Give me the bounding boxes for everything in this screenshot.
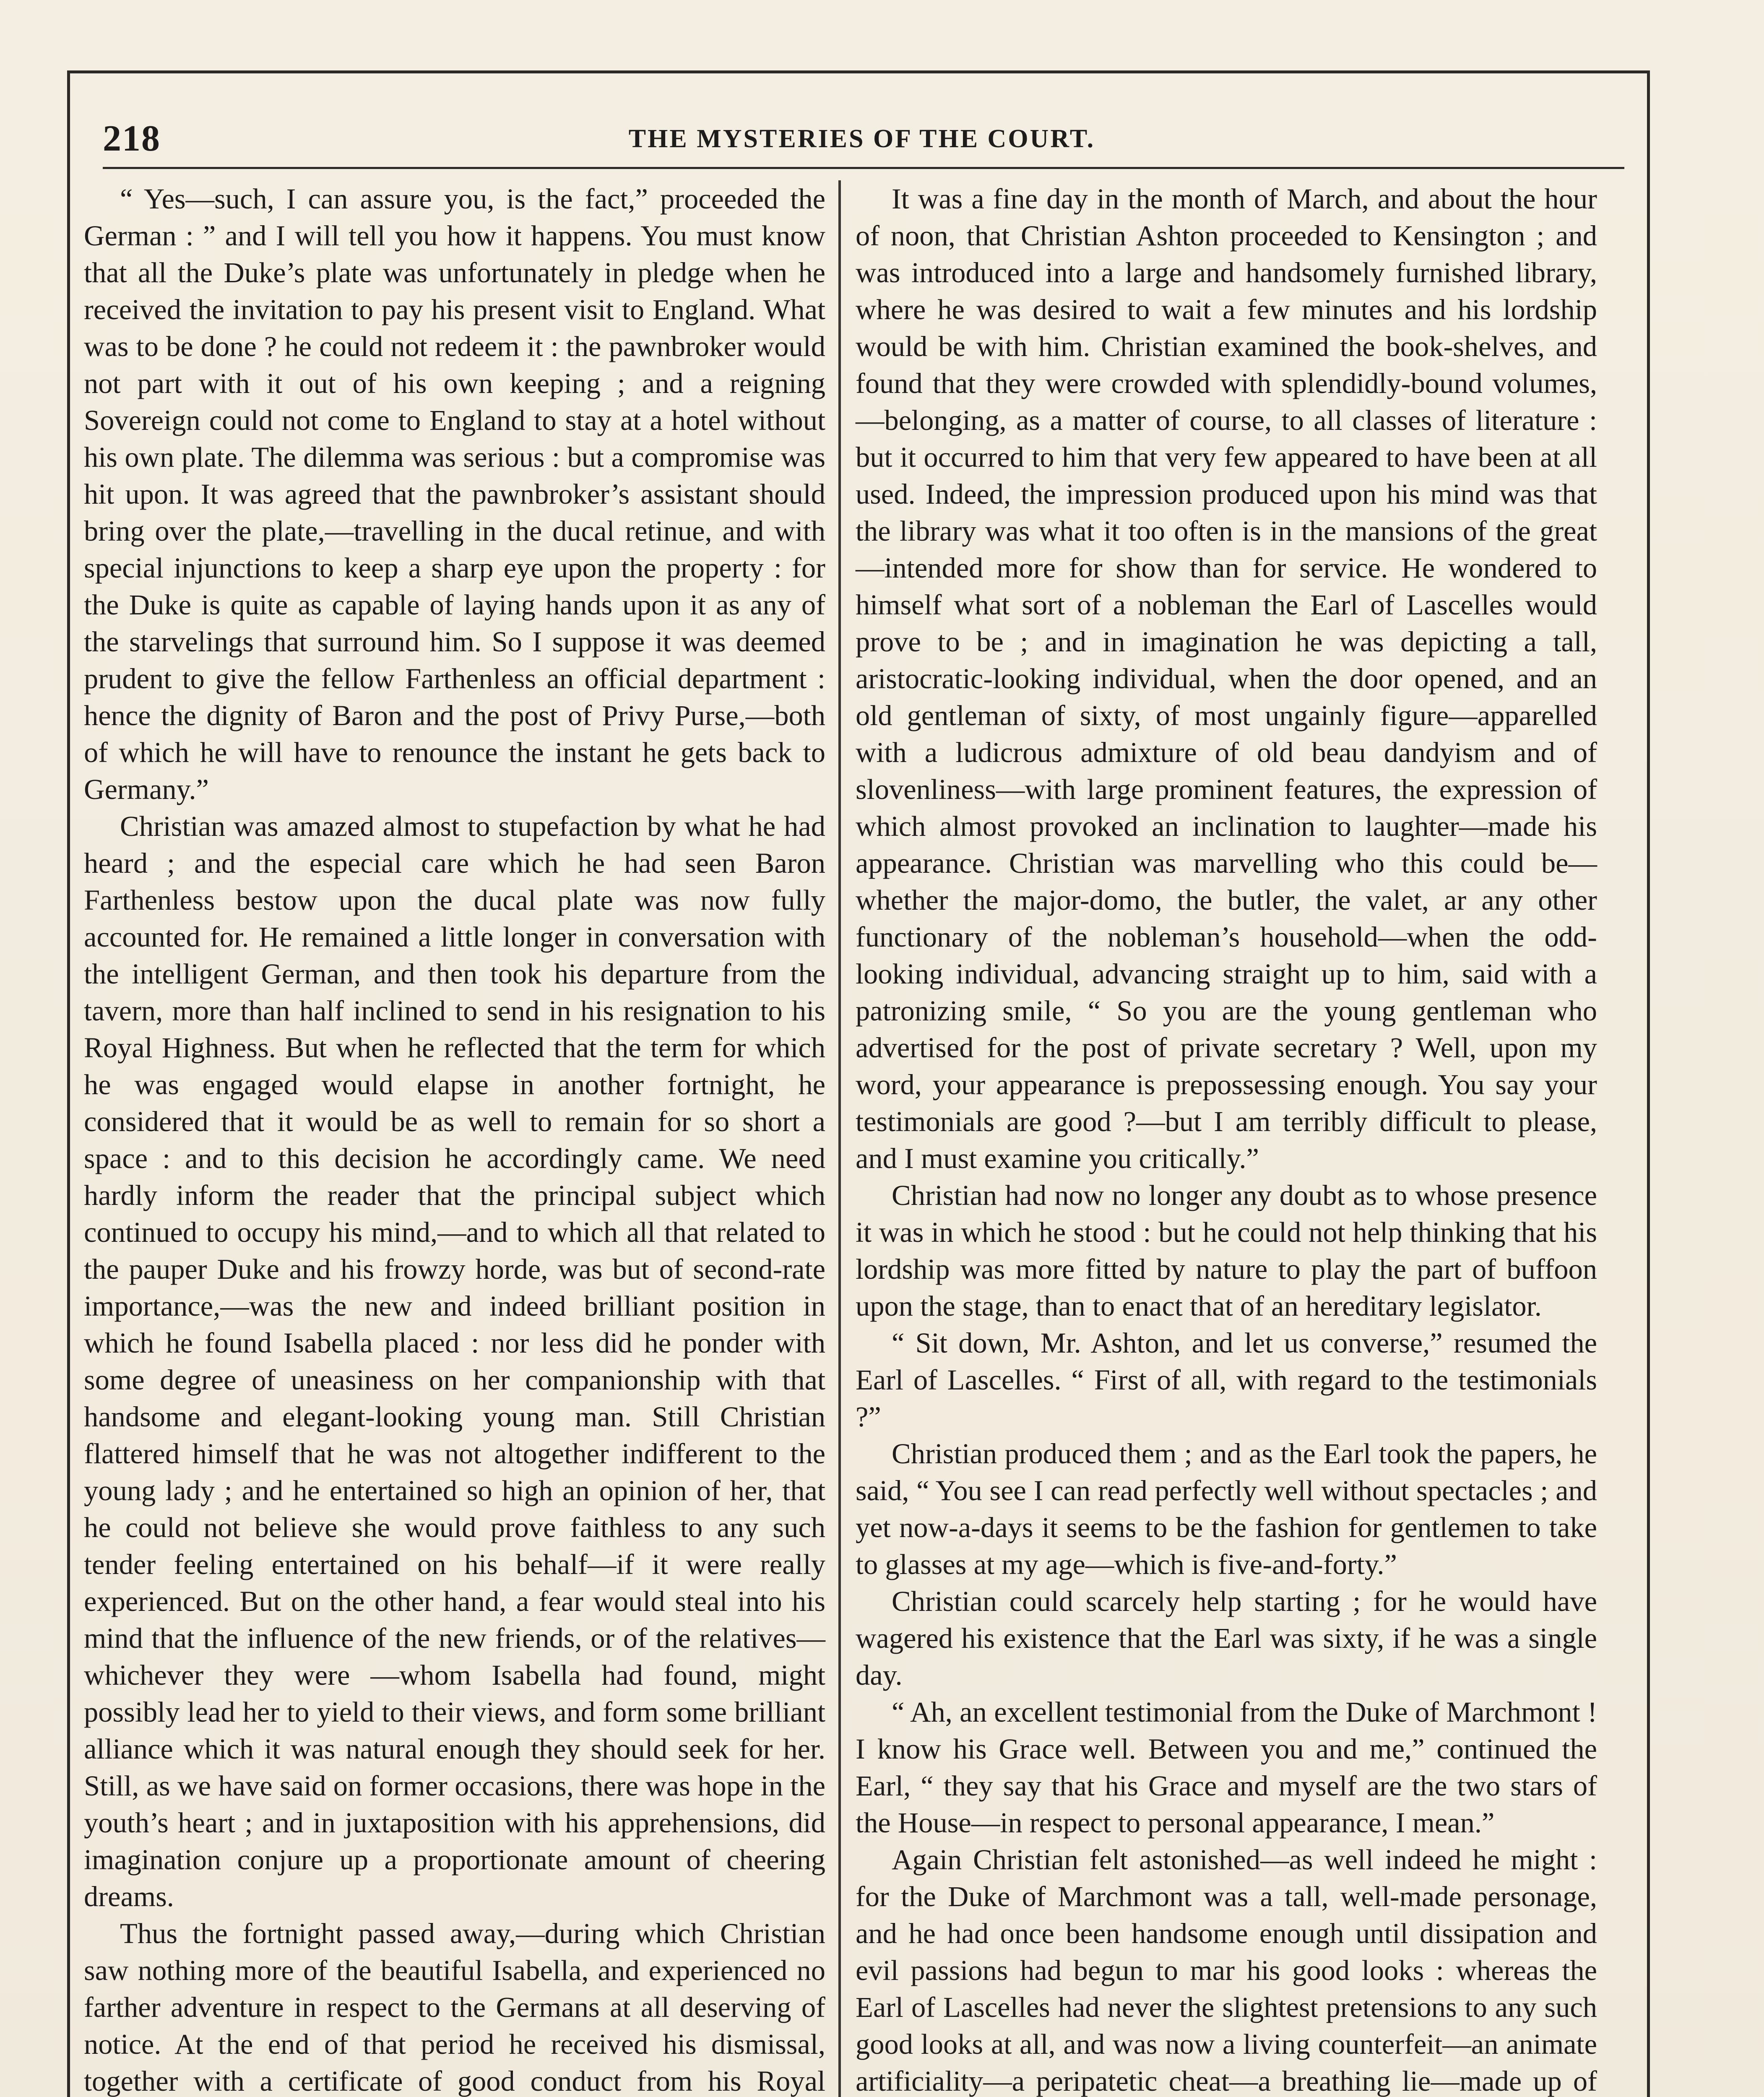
paragraph: “ Ah, an excellent testimonial from the Duke of Marchmont ! I know his Grace well. Between you and me,” continued the Earl, “ they say that his Grace and myself are the two stars of the House—in respect to personal appearance, I mean.”	[856, 1696, 1597, 1839]
running-head: THE MYSTERIES OF THE COURT.	[628, 125, 1095, 153]
paragraph: It was a fine day in the month of March, and about the hour of noon, that Christian Ashton proceeded to Kensington ; and was introduced into a large and handsomely furnished library, where he was desired to wait a few minutes and his lordship would be with him. Christian examined the book-shelves, and found that they were crowded with splendidly-bound volumes,—belonging, as a matter of course, to all classes of literature : but it occurred to him that very few appeared to have been at all used. Indeed, the impression produced upon his mind was that the library was what it too often is in the mansions of the great —intended more for show than for service. He wondered to himself what sort of a nobleman the Earl of Lascelles would prove to be ; and in imagination he was depicting a tall, aristocratic-looking individual, when the door opened, and an old gentleman of sixty, of most ungainly figure—apparelled with a ludicrous admixture of old beau dandyism and of slovenliness—with large prominent features, the expression of which almost provoked an inclination to laughter—made his appearance. Christian was marvelling who this could be—whether the major-domo, the butler, the valet, ar any other functionary of the nobleman’s household—when the odd-looking individual, advancing straight up to him, said with a patronizing smile, “ So you are the young gentleman who advertised for the post of private secretary ? Well, upon my word, your appearance is prepossessing enough. You say your testimonials are good ?—but I am terribly difficult to please, and I must examine you critically.”	[856, 183, 1597, 1174]
paragraph: Christian produced them ; and as the Earl took the papers, he said, “ You see I can read perfectly well without spectacles ; and yet now-a-days it seems to be the fashion for gentlemen to take to glasses at my age—which is five-and-forty.”	[856, 1438, 1597, 1580]
column-divider	[838, 180, 841, 2097]
paragraph: Christian had now no longer any doubt as to whose presence it was in which he stood : but he could not help thinking that his lordship was more fitted by nature to play the part of buffoon upon the stage, than to enact that of an hereditary legislator.	[856, 1179, 1597, 1322]
paragraph: Thus the fortnight passed away,—during which Christian saw nothing more of the beautiful Isabella, and experienced no farther adventure in respect to the Germans at all deserving of notice. At the end of that period he received his dismissal, together with a certificate of good conduct from his Royal	[84, 1917, 825, 2097]
page-number: 218	[103, 118, 161, 159]
page-header	[103, 113, 1621, 164]
left-column	[84, 180, 825, 2097]
paragraph: “ Yes—such, I can assure you, is the fact,” proceeded the German : ” and I will tell you how it happens. You must know that all the Duke’s plate was unfortunately in pledge when he received the invitation to pay his present visit to England. What was to be done ? he could not redeem it : the pawnbroker would not part with it out of his own keeping ; and a reigning Sovereign could not come to England to stay at a hotel without his own plate. The dilemma was serious : but a compromise was hit upon. It was agreed that the pawnbroker’s assistant should bring over the plate,—travelling in the ducal retinue, and with special injunctions to keep a sharp eye upon the property : for the Duke is quite as capable of laying hands upon it as any of the starvelings that surround him. So I suppose it was deemed prudent to give the fellow Farthenless an official department : hence the dignity of Baron and the post of Privy Purse,—both of which he will have to renounce the instant he gets back to Germany.”	[84, 183, 825, 805]
paragraph: “ Sit down, Mr. Ashton, and let us converse,” resumed the Earl of Lascelles. “ First of all, with regard to the testimonials ?”	[856, 1327, 1597, 1433]
header-rule	[103, 167, 1624, 169]
paragraph: Christian could scarcely help starting ; for he would have wagered his existence that the Earl was sixty, if he was a single day.	[856, 1585, 1597, 1691]
right-column	[856, 180, 1597, 2097]
paragraph: Christian was amazed almost to stupefaction by what he had heard ; and the especial care which he had seen Baron Farthenless bestow upon the ducal plate was now fully accounted for. He remained a little longer in conversation with the intelligent German, and then took his departure from the tavern, more than half inclined to send in his resignation to his Royal Highness. But when he reflected that the term for which he was engaged would elapse in another fortnight, he considered that it would be as well to remain for so short a space : and to this decision he accordingly came. We need hardly inform the reader that the principal subject which continued to occupy his mind,—and to which all that related to the pauper Duke and his frowzy horde, was but of second-rate importance,—was the new and indeed brilliant position in which he found Isabella placed : nor less did he ponder with some degree of uneasiness on her companionship with that handsome and elegant-looking young man. Still Christian flattered himself that he was not altogether indifferent to the young lady ; and he entertained so high an opinion of her, that he could not believe she would prove faithless to any such tender feeling entertained on his behalf—if it were really experienced. But on the other hand, a fear would steal into his mind that the influence of the new friends, or of the relatives—whichever they were —whom Isabella had found, might possibly lead her to yield to their views, and form some brilliant alliance which it was natural enough they should seek for her. Still, as we have said on former occasions, there was hope in the youth’s heart ; and in juxtaposition with his apprehensions, did imagination conjure up a proportionate amount of cheering dreams.	[84, 810, 825, 1912]
paragraph: Again Christian felt astonished—as well indeed he might : for the Duke of Marchmont was a tall, well-made personage, and he had once been handsome enough until dissipation and evil passions had begun to mar his good looks : whereas the Earl of Lascelles had never the slightest pretensions to any such good looks at all, and was now a living counterfeit—an animate artificiality—a peripatetic cheat—a breathing lie—made up of	[856, 1844, 1597, 2097]
